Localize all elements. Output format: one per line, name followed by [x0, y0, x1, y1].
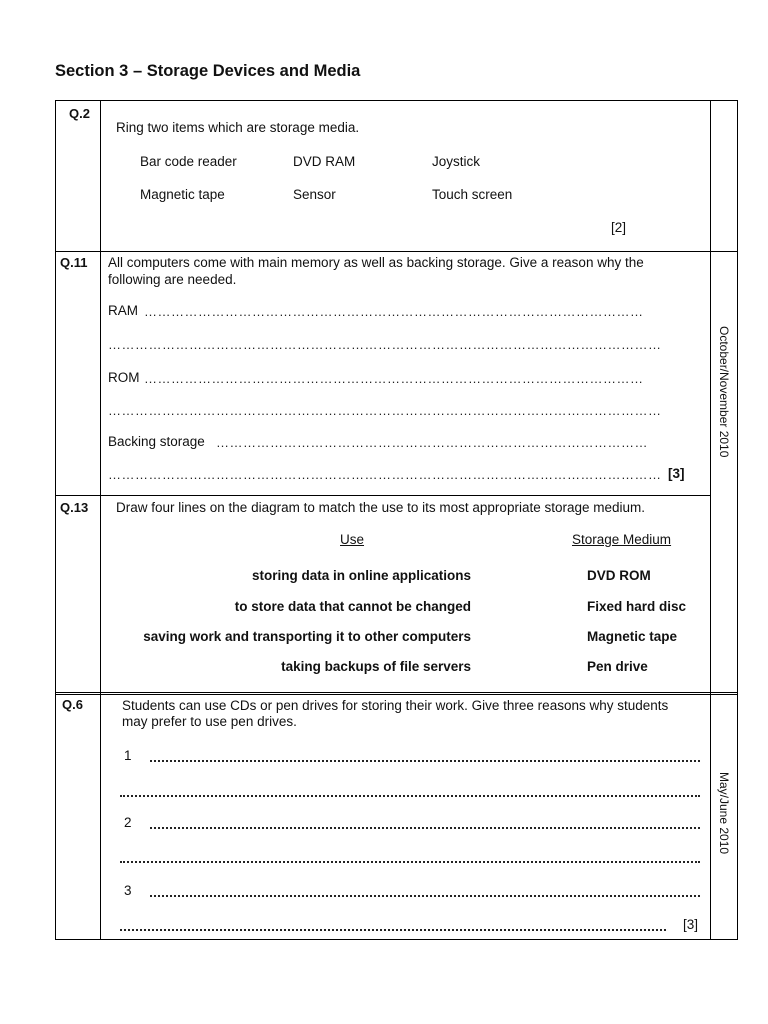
marks: [2] [611, 220, 627, 235]
divider [55, 495, 711, 496]
divider [55, 692, 738, 693]
question-table [55, 100, 738, 940]
marks: [3] [668, 466, 685, 481]
side-label-may-june: May/June 2010 [717, 772, 731, 855]
divider [710, 100, 711, 940]
divider [55, 251, 738, 252]
use-item: storing data in online applications [251, 568, 471, 583]
use-item: to store data that cannot be changed [234, 599, 471, 614]
answer-line[interactable]: …………………………………………………………………………………………………………… [108, 403, 662, 418]
option-touch-screen: Touch screen [432, 187, 513, 202]
answer-line[interactable] [150, 760, 700, 762]
rom-label: ROM [108, 370, 140, 385]
answer-number: 3 [124, 883, 132, 898]
ram-label: RAM [108, 303, 138, 318]
option-sensor: Sensor [293, 187, 336, 202]
medium-item: Fixed hard disc [587, 599, 687, 614]
divider [100, 100, 101, 940]
section-title: Section 3 – Storage Devices and Media [55, 62, 361, 80]
answer-line[interactable]: …………………………………………………………………………………………………………… [108, 467, 662, 482]
answer-line[interactable]: ………………………………………………………………………………………………… [144, 371, 644, 386]
answer-line[interactable]: …………………………………………………………………………………… [216, 435, 648, 450]
medium-item: Magnetic tape [587, 629, 678, 644]
answer-number: 2 [124, 815, 132, 830]
answer-line[interactable] [150, 827, 700, 829]
question-prompt: Ring two items which are storage media. [116, 120, 360, 135]
option-dvd-ram: DVD RAM [293, 154, 356, 169]
medium-column-header: Storage Medium [572, 532, 672, 547]
answer-number: 1 [124, 748, 132, 763]
marks: [3] [683, 917, 699, 932]
divider [55, 694, 738, 695]
medium-item: Pen drive [587, 659, 648, 674]
option-magnetic-tape: Magnetic tape [140, 187, 225, 202]
answer-line[interactable] [120, 795, 700, 797]
question-prompt: Draw four lines on the diagram to match the use to its most appropriate storage medium. [116, 500, 646, 515]
answer-line[interactable]: ………………………………………………………………………………………………… [144, 304, 644, 319]
question-prompt: Students can use CDs or pen drives for storing their work. Give three reasons why students [122, 698, 669, 713]
question-prompt: following are needed. [108, 272, 237, 287]
question-number: Q.11 [60, 255, 88, 270]
answer-line[interactable]: …………………………………………………………………………………………………………… [108, 337, 662, 352]
option-bar-code-reader: Bar code reader [140, 154, 237, 169]
option-joystick: Joystick [432, 154, 481, 169]
answer-line[interactable] [150, 895, 700, 897]
backing-storage-label: Backing storage [108, 434, 205, 449]
use-item: saving work and transporting it to other computers [143, 629, 471, 644]
use-column-header: Use [340, 532, 365, 547]
question-number: Q.2 [69, 106, 90, 121]
answer-line[interactable] [120, 929, 666, 931]
medium-item: DVD ROM [587, 568, 651, 583]
side-label-oct-nov: October/November 2010 [717, 326, 731, 458]
question-prompt: All computers come with main memory as well as backing storage. Give a reason why the [108, 255, 644, 270]
answer-line[interactable] [120, 861, 700, 863]
use-item: taking backups of file servers [281, 659, 471, 674]
question-prompt: may prefer to use pen drives. [122, 714, 297, 729]
question-number: Q.6 [62, 697, 83, 712]
question-number: Q.13 [60, 500, 89, 515]
